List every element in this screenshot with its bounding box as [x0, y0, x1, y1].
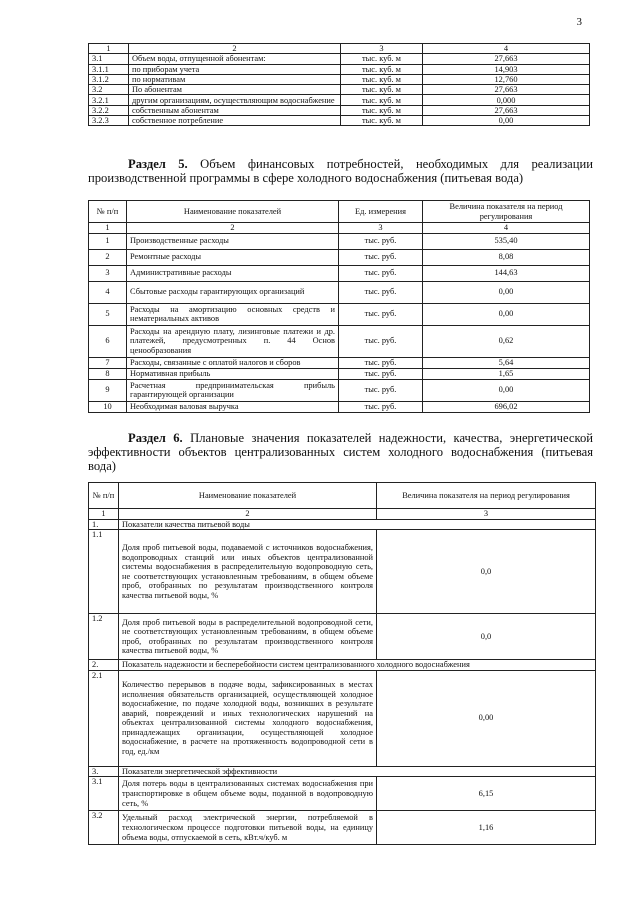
row-label: по нормативам — [129, 74, 341, 84]
row-number: 3.2.1 — [89, 95, 129, 105]
table-row — [89, 811, 596, 845]
table-number-row — [89, 223, 590, 234]
group-row — [89, 519, 596, 530]
row-number: 3.2.2 — [89, 105, 129, 115]
table-row — [89, 530, 596, 614]
row-number: 3.2 — [89, 811, 119, 845]
column-number: 3 — [339, 223, 423, 234]
table-row — [89, 265, 590, 281]
row-unit: тыс. руб. — [339, 249, 423, 265]
row-label: Количество перерывов в подаче воды, зафиксированных в местах исполнения обязательств организацией, осуществляющей холодное водоснабжение, по подаче холодной воды, возникших в результате аварий, повреждений и иных технологических нарушений на объектах централизованной системы холодного водоснабжения, принадлежащих организации, осуществляющей холодное водоснабжение, в расчете на протяженность водопроводной сети в год, ед./км — [119, 670, 377, 766]
column-number: 2 — [127, 223, 339, 234]
row-number: 1.1 — [89, 530, 119, 614]
row-label: Сбытовые расходы гарантирующих организаций — [127, 281, 339, 303]
row-label: другим организациям, осуществляющим водоснабжение — [129, 95, 341, 105]
row-label: Удельный расход электрической энергии, потребляемой в технологическом процессе подготовки питьевой воды, на единицу объема воды, отпускаемой в сеть, кВт.ч/куб. м — [119, 811, 377, 845]
table-header-row — [89, 44, 590, 54]
row-number: 6 — [89, 325, 127, 357]
row-number: 3.1 — [89, 777, 119, 811]
table-row — [89, 670, 596, 766]
row-label: По абонентам — [129, 85, 341, 95]
row-label: собственное потребление — [129, 116, 341, 126]
column-header: Наименование показателей — [127, 201, 339, 223]
column-header: № п/п — [89, 483, 119, 509]
financial-needs-table — [88, 200, 590, 413]
table-row — [89, 357, 590, 368]
column-header: Величина показателя на период регулирования — [423, 201, 590, 223]
row-label: Расчетная предпринимательская прибыль гарантирующей организации — [127, 379, 339, 401]
column-number: 4 — [423, 223, 590, 234]
table-row — [89, 368, 590, 379]
row-value: 0,00 — [377, 670, 596, 766]
column-number: 3 — [377, 509, 596, 520]
row-value: 0,00 — [423, 281, 590, 303]
row-unit: тыс. руб. — [339, 233, 423, 249]
row-unit: тыс. руб. — [339, 357, 423, 368]
row-value: 0,0 — [377, 614, 596, 660]
row-unit: тыс. руб. — [339, 401, 423, 412]
table-row — [89, 303, 590, 325]
row-unit: тыс. руб. — [339, 281, 423, 303]
section-6-heading — [88, 431, 593, 473]
row-label: Доля проб питьевой воды, подаваемой с источников водоснабжения, водопроводных станций или иных объектов централизованной системы водоснабжения в распределительную водопроводную сеть, не соответствующих установленным требованиям, в общем объеме проб, отобранных по результатам производственного контроля качества питьевой воды, % — [119, 530, 377, 614]
column-number: 2 — [129, 44, 341, 54]
group-number: 1. — [89, 519, 119, 530]
row-value: 1,65 — [423, 368, 590, 379]
row-label: по приборам учета — [129, 64, 341, 74]
row-label: собственным абонентам — [129, 105, 341, 115]
group-row — [89, 660, 596, 671]
row-number: 8 — [89, 368, 127, 379]
table-row — [89, 614, 596, 660]
row-unit: тыс. руб. — [339, 303, 423, 325]
row-number: 3.1 — [89, 54, 129, 64]
water-volume-table — [88, 43, 590, 126]
group-title: Показатели качества питьевой воды — [119, 519, 596, 530]
row-value: 27,663 — [423, 54, 590, 64]
row-value: 27,663 — [423, 105, 590, 115]
row-value: 14,903 — [423, 64, 590, 74]
table-row — [89, 74, 590, 84]
row-number: 3.2 — [89, 85, 129, 95]
column-number: 3 — [341, 44, 423, 54]
row-unit: тыс. куб. м — [341, 64, 423, 74]
row-unit: тыс. руб. — [339, 265, 423, 281]
row-number: 3.1.1 — [89, 64, 129, 74]
row-number: 3 — [89, 265, 127, 281]
table-row — [89, 116, 590, 126]
table-header-row — [89, 483, 596, 509]
table-row — [89, 233, 590, 249]
section-6-label: Раздел 6. — [128, 431, 183, 445]
table-number-row — [89, 509, 596, 520]
row-number: 2 — [89, 249, 127, 265]
table-header-row — [89, 201, 590, 223]
table-row — [89, 105, 590, 115]
group-title: Показатель надежности и бесперебойности систем централизованного холодного водоснабжения — [119, 660, 596, 671]
row-value: 12,760 — [423, 74, 590, 84]
row-label: Производственные расходы — [127, 233, 339, 249]
row-number: 5 — [89, 303, 127, 325]
row-label: Нормативная прибыль — [127, 368, 339, 379]
table-row — [89, 85, 590, 95]
row-value: 144,63 — [423, 265, 590, 281]
row-value: 5,64 — [423, 357, 590, 368]
column-header: № п/п — [89, 201, 127, 223]
indicators-table — [88, 482, 596, 845]
row-value: 0,00 — [423, 379, 590, 401]
row-label: Доля потерь воды в централизованных системах водоснабжения при транспортировке в общем объеме воды, поданной в водопроводную сеть, % — [119, 777, 377, 811]
group-number: 2. — [89, 660, 119, 671]
row-number: 10 — [89, 401, 127, 412]
row-number: 7 — [89, 357, 127, 368]
row-label: Расходы на амортизацию основных средств и нематериальных активов — [127, 303, 339, 325]
row-unit: тыс. куб. м — [341, 116, 423, 126]
group-row — [89, 766, 596, 777]
group-number: 3. — [89, 766, 119, 777]
column-header: Величина показателя на период регулирования — [377, 483, 596, 509]
row-value: 6,15 — [377, 777, 596, 811]
section-5-heading — [88, 157, 593, 185]
row-number: 3.1.2 — [89, 74, 129, 84]
table-row — [89, 64, 590, 74]
group-title: Показатели энергетической эффективности — [119, 766, 596, 777]
row-value: 0,00 — [423, 303, 590, 325]
row-value: 1,16 — [377, 811, 596, 845]
row-unit: тыс. куб. м — [341, 105, 423, 115]
row-value: 27,663 — [423, 85, 590, 95]
row-label: Административные расходы — [127, 265, 339, 281]
column-header: Ед. измерения — [339, 201, 423, 223]
row-unit: тыс. руб. — [339, 379, 423, 401]
table-row — [89, 401, 590, 412]
row-unit: тыс. куб. м — [341, 95, 423, 105]
column-number: 4 — [423, 44, 590, 54]
table-row — [89, 325, 590, 357]
table-row — [89, 249, 590, 265]
row-number: 1 — [89, 233, 127, 249]
row-unit: тыс. руб. — [339, 368, 423, 379]
row-unit: тыс. куб. м — [341, 54, 423, 64]
row-unit: тыс. руб. — [339, 325, 423, 357]
column-number: 1 — [89, 44, 129, 54]
table-row — [89, 95, 590, 105]
row-unit: тыс. куб. м — [341, 85, 423, 95]
row-number: 9 — [89, 379, 127, 401]
table-row — [89, 54, 590, 64]
row-number: 3.2.3 — [89, 116, 129, 126]
row-number: 2.1 — [89, 670, 119, 766]
section-5-title: Объем финансовых потребностей, необходимых для реализации производственной программы в сфере холодного водоснабжения (питьевая вода) — [88, 157, 593, 185]
row-label: Необходимая валовая выручка — [127, 401, 339, 412]
section-5-label: Раздел 5. — [128, 157, 188, 171]
row-value: 0,62 — [423, 325, 590, 357]
row-label: Расходы на арендную плату, лизинговые платежи и др. платежей, предусмотренных п. 44 Основ ценообразования — [127, 325, 339, 357]
row-label: Объем воды, отпущенной абонентам: — [129, 54, 341, 64]
table-row — [89, 379, 590, 401]
table-row — [89, 777, 596, 811]
page-number: 3 — [576, 16, 582, 28]
column-number: 2 — [119, 509, 377, 520]
column-header: Наименование показателей — [119, 483, 377, 509]
row-label: Доля проб питьевой воды в распределительной водопроводной сети, не соответствующих установленным требованиям, в общем объеме проб, отобранных по результатам производственного контроля качества питьевой воды, % — [119, 614, 377, 660]
row-label: Ремонтные расходы — [127, 249, 339, 265]
column-number: 1 — [89, 223, 127, 234]
row-value: 0,0 — [377, 530, 596, 614]
row-number: 1.2 — [89, 614, 119, 660]
row-unit: тыс. куб. м — [341, 74, 423, 84]
row-value: 0,00 — [423, 116, 590, 126]
row-value: 8,08 — [423, 249, 590, 265]
row-number: 4 — [89, 281, 127, 303]
row-value: 0,000 — [423, 95, 590, 105]
row-label: Расходы, связанные с оплатой налогов и сборов — [127, 357, 339, 368]
row-value: 696,02 — [423, 401, 590, 412]
row-value: 535,40 — [423, 233, 590, 249]
section-6-title: Плановые значения показателей надежности, качества, энергетической эффективности объектов централизованных систем холодного водоснабжения (питьевая вода) — [88, 431, 594, 473]
table-row — [89, 281, 590, 303]
column-number: 1 — [89, 509, 119, 520]
